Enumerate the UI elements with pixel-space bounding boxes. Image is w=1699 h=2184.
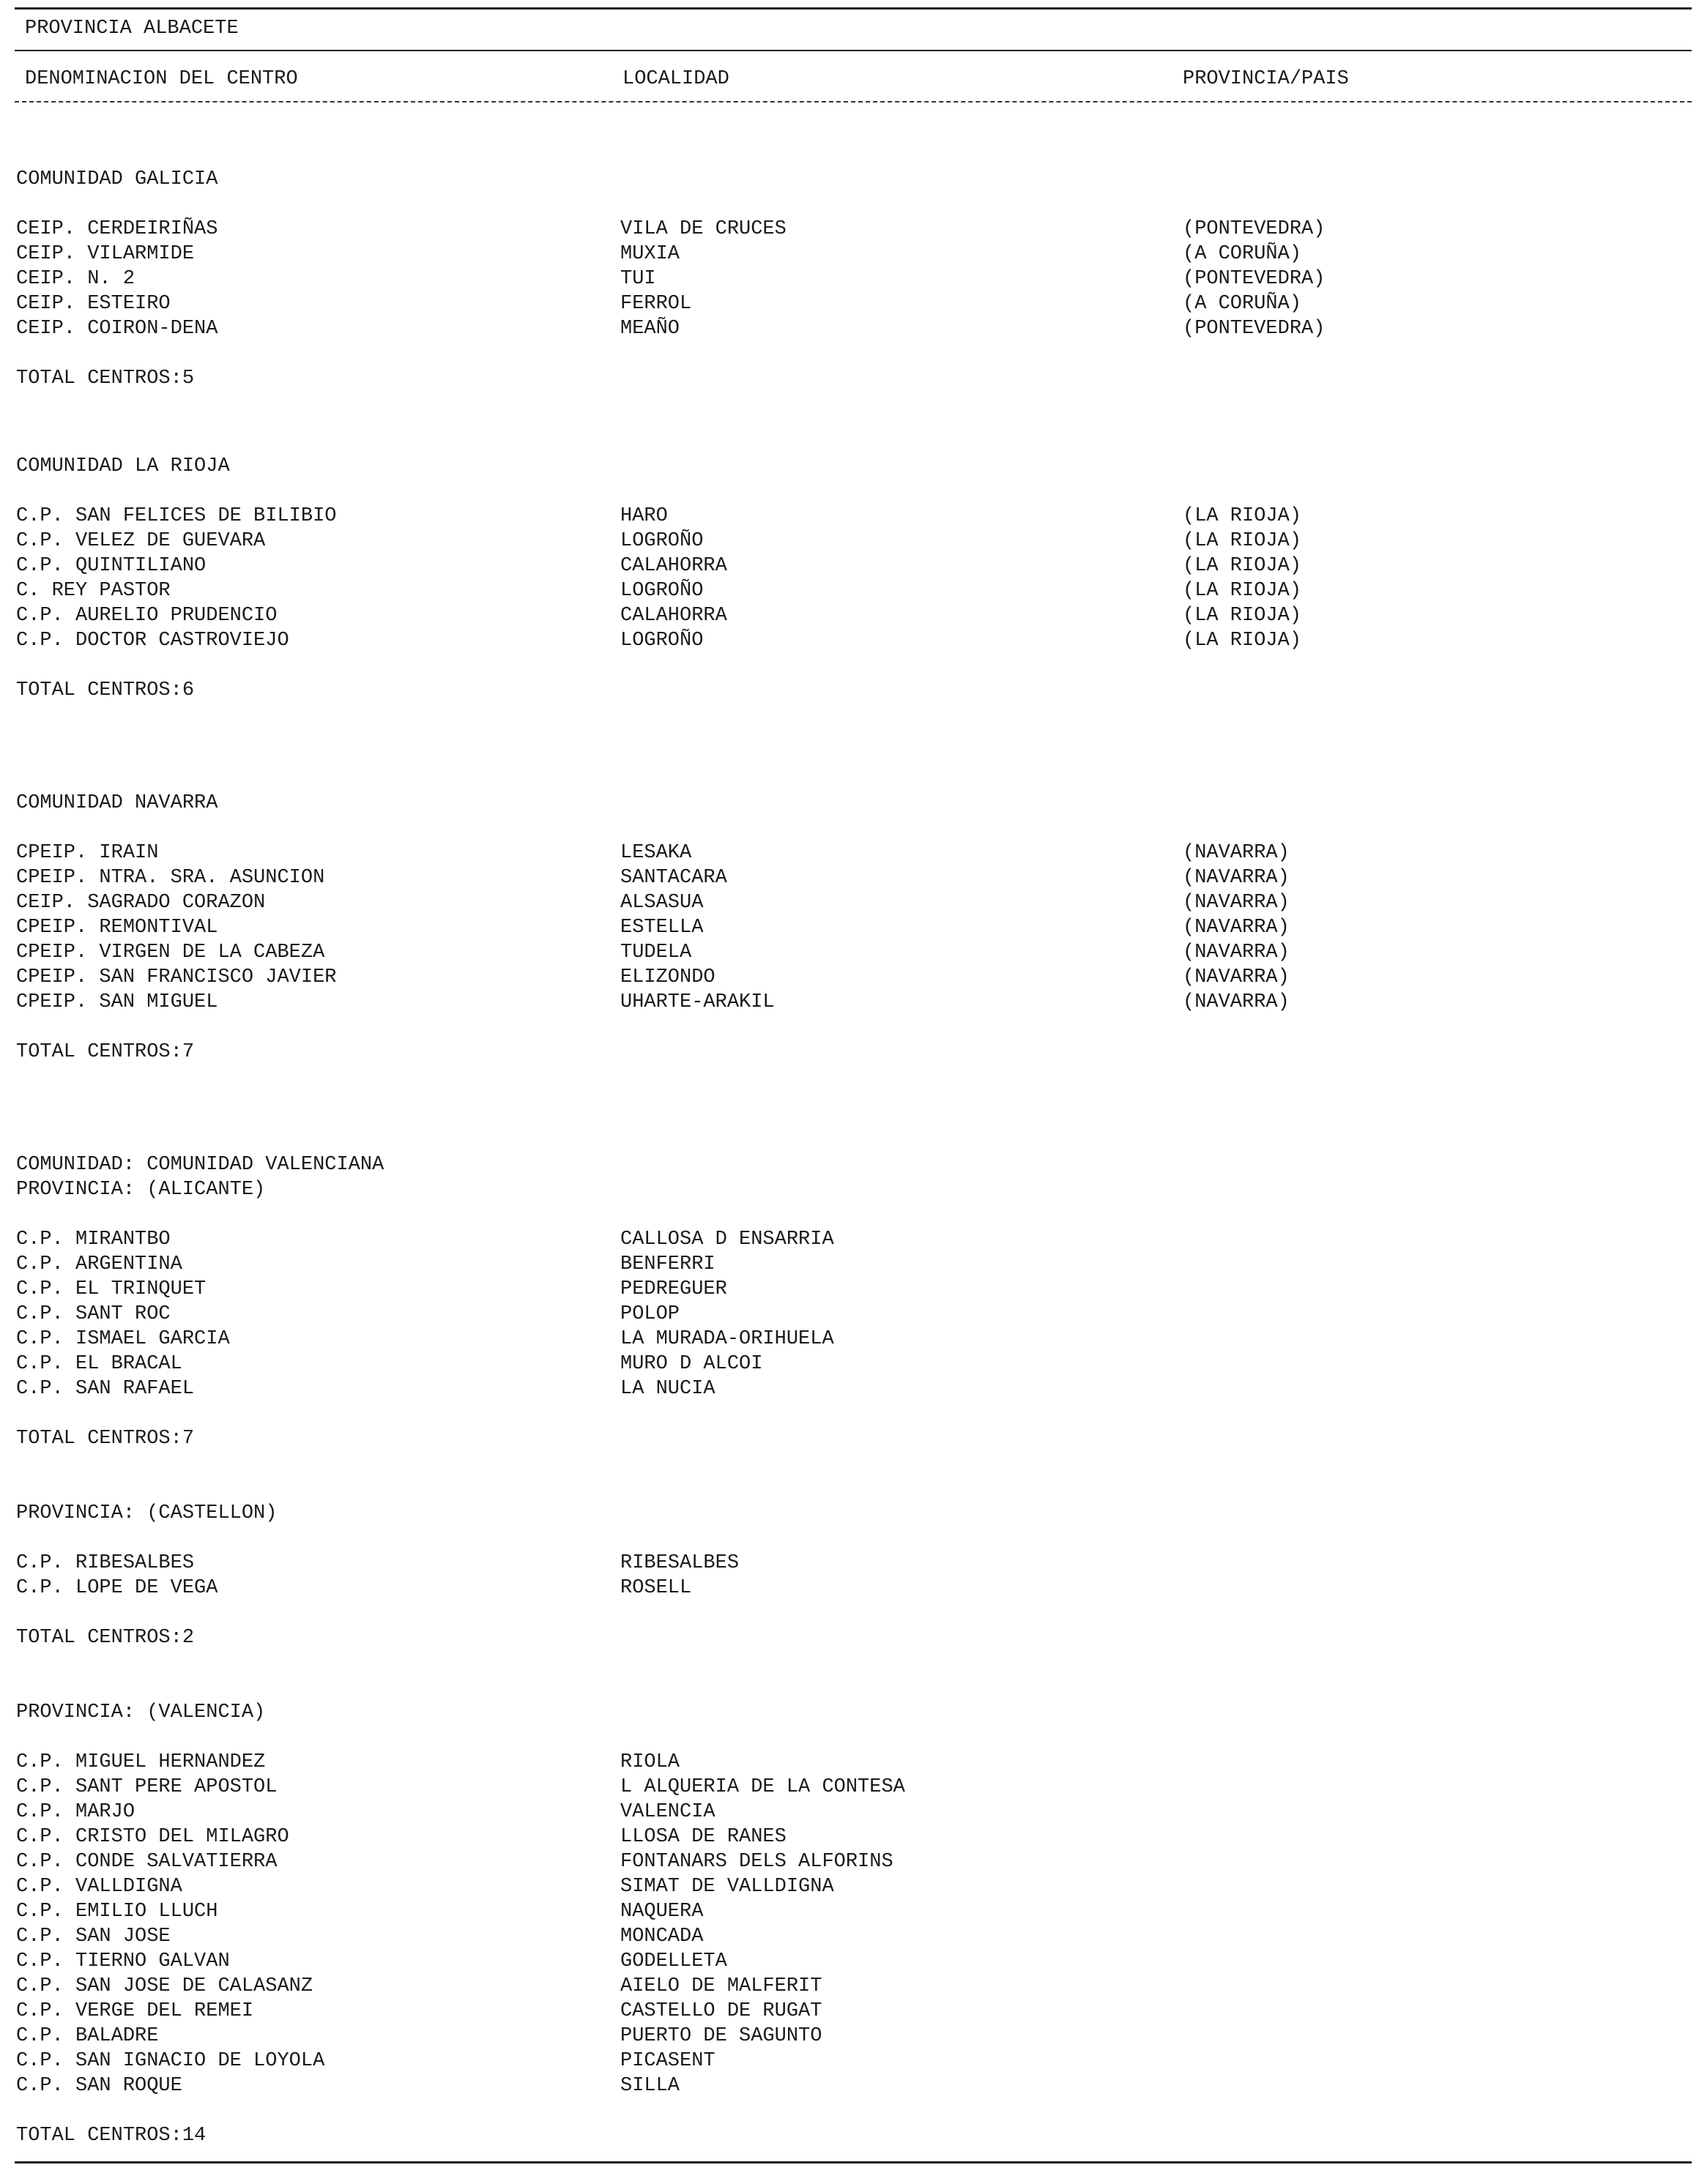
cell-centro: C.P. CRISTO DEL MILAGRO	[16, 1826, 289, 1848]
table-row	[16, 1576, 1686, 1600]
cell-localidad: SILLA	[620, 2075, 680, 2097]
cell-provincia: (NAVARRA)	[1183, 842, 1290, 864]
cell-centro: CPEIP. REMONTIVAL	[16, 917, 218, 939]
cell-centro: C.P. DOCTOR CASTROVIEJO	[16, 630, 289, 652]
cell-centro: CEIP. N. 2	[16, 268, 135, 290]
cell-centro: C.P. ISMAEL GARCIA	[16, 1328, 230, 1350]
cell-centro: C.P. EMILIO LLUCH	[16, 1901, 218, 1923]
cell-localidad: ESTELLA	[620, 917, 704, 939]
table-row	[16, 554, 1686, 578]
cell-centro: CEIP. CERDEIRIÑAS	[16, 218, 218, 240]
cell-centro: C.P. QUINTILIANO	[16, 555, 207, 577]
cell-centro: C.P. AURELIO PRUDENCIO	[16, 605, 278, 627]
column-header-localidad: LOCALIDAD	[622, 68, 729, 90]
cell-centro: C.P. EL BRACAL	[16, 1353, 182, 1375]
cell-centro: C.P. SANT PERE APOSTOL	[16, 1776, 278, 1798]
group-total: TOTAL CENTROS:14	[16, 2125, 207, 2147]
table-row	[16, 1974, 1686, 1999]
cell-centro: CPEIP. NTRA. SRA. ASUNCION	[16, 867, 325, 889]
group-title: COMUNIDAD GALICIA	[16, 168, 218, 190]
cell-localidad: LESAKA	[620, 842, 692, 864]
cell-localidad: ELIZONDO	[620, 966, 715, 988]
cell-provincia: (A CORUÑA)	[1183, 243, 1302, 265]
table-row	[16, 504, 1686, 529]
cell-localidad: LOGROÑO	[620, 630, 704, 652]
cell-provincia: (PONTEVEDRA)	[1183, 218, 1326, 240]
cell-localidad: CALAHORRA	[620, 605, 727, 627]
table-row	[16, 1949, 1686, 1974]
cell-provincia: (LA RIOJA)	[1183, 580, 1302, 602]
cell-centro: C.P. SAN IGNACIO DE LOYOLA	[16, 2050, 325, 2072]
table-row	[16, 2073, 1686, 2098]
cell-provincia: (NAVARRA)	[1183, 892, 1290, 914]
cell-provincia: (NAVARRA)	[1183, 991, 1290, 1013]
top-rule	[15, 7, 1692, 10]
table-row	[16, 242, 1686, 267]
group-total: TOTAL CENTROS:7	[16, 1041, 195, 1063]
table-row	[16, 1327, 1686, 1352]
cell-localidad: LA MURADA-ORIHUELA	[620, 1328, 834, 1350]
table-row	[16, 841, 1686, 865]
table-row	[16, 1750, 1686, 1775]
table-row	[16, 1302, 1686, 1327]
cell-centro: CPEIP. SAN MIGUEL	[16, 991, 218, 1013]
table-row	[16, 1775, 1686, 1800]
table-row	[16, 1825, 1686, 1849]
cell-centro: C.P. ARGENTINA	[16, 1253, 182, 1275]
cell-centro: CPEIP. SAN FRANCISCO JAVIER	[16, 966, 337, 988]
cell-localidad: CALLOSA D ENSARRIA	[620, 1229, 834, 1251]
cell-localidad: HARO	[620, 505, 668, 527]
cell-localidad: TUI	[620, 268, 656, 290]
table-row	[16, 1874, 1686, 1899]
cell-localidad: ALSASUA	[620, 892, 704, 914]
cell-centro: C.P. CONDE SALVATIERRA	[16, 1851, 278, 1873]
cell-centro: C.P. VELEZ DE GUEVARA	[16, 530, 266, 552]
table-row	[16, 529, 1686, 554]
cell-localidad: AIELO DE MALFERIT	[620, 1975, 822, 1997]
cell-centro: C. REY PASTOR	[16, 580, 171, 602]
table-row	[16, 578, 1686, 603]
cell-localidad: SIMAT DE VALLDIGNA	[620, 1876, 834, 1898]
column-header-dashed-rule	[15, 101, 1692, 103]
cell-provincia: (LA RIOJA)	[1183, 630, 1302, 652]
group-total: TOTAL CENTROS:5	[16, 368, 195, 390]
table-row	[16, 915, 1686, 940]
table-row	[16, 2024, 1686, 2049]
comunidad-title: COMUNIDAD: COMUNIDAD VALENCIANA	[16, 1154, 384, 1176]
cell-localidad: LOGROÑO	[620, 580, 704, 602]
cell-provincia: (LA RIOJA)	[1183, 505, 1302, 527]
cell-localidad: MONCADA	[620, 1926, 704, 1948]
cell-centro: C.P. LOPE DE VEGA	[16, 1577, 218, 1599]
group-total: TOTAL CENTROS:2	[16, 1627, 195, 1649]
bottom-rule	[15, 2161, 1692, 2163]
table-row	[16, 990, 1686, 1015]
cell-localidad: SANTACARA	[620, 867, 727, 889]
cell-localidad: RIOLA	[620, 1751, 680, 1773]
cell-centro: C.P. RIBESALBES	[16, 1552, 195, 1574]
table-row	[16, 217, 1686, 242]
cell-centro: C.P. SANT ROC	[16, 1303, 171, 1325]
cell-centro: CEIP. VILARMIDE	[16, 243, 195, 265]
cell-localidad: FERROL	[620, 293, 692, 315]
group-title: COMUNIDAD NAVARRA	[16, 792, 218, 814]
cell-centro: C.P. MIGUEL HERNANDEZ	[16, 1751, 266, 1773]
table-row	[16, 1849, 1686, 1874]
table-row	[16, 628, 1686, 653]
cell-centro: C.P. SAN ROQUE	[16, 2075, 182, 2097]
table-row	[16, 965, 1686, 990]
cell-centro: CEIP. COIRON-DENA	[16, 318, 218, 340]
table-row	[16, 1277, 1686, 1302]
cell-centro: C.P. MIRANTBO	[16, 1229, 171, 1251]
group-title: COMUNIDAD LA RIOJA	[16, 455, 230, 477]
column-header-provincia: PROVINCIA/PAIS	[1183, 68, 1349, 90]
group-total: TOTAL CENTROS:7	[16, 1428, 195, 1450]
province-title: PROVINCIA: (VALENCIA)	[16, 1702, 266, 1723]
table-row	[16, 865, 1686, 890]
table-row	[16, 1924, 1686, 1949]
table-row	[16, 1352, 1686, 1376]
cell-centro: C.P. SAN RAFAEL	[16, 1378, 195, 1400]
cell-localidad: NAQUERA	[620, 1901, 704, 1923]
cell-localidad: MUXIA	[620, 243, 680, 265]
cell-centro: C.P. SAN FELICES DE BILIBIO	[16, 505, 337, 527]
cell-centro: CPEIP. IRAIN	[16, 842, 159, 864]
group-total: TOTAL CENTROS:6	[16, 679, 195, 701]
cell-provincia: (LA RIOJA)	[1183, 605, 1302, 627]
cell-localidad: L ALQUERIA DE LA CONTESA	[620, 1776, 905, 1798]
cell-centro: C.P. SAN JOSE DE CALASANZ	[16, 1975, 313, 1997]
table-row	[16, 1252, 1686, 1277]
cell-localidad: LA NUCIA	[620, 1378, 715, 1400]
cell-localidad: TUDELA	[620, 942, 692, 964]
groups-container	[16, 167, 1686, 2148]
cell-provincia: (A CORUÑA)	[1183, 293, 1302, 315]
cell-provincia: (LA RIOJA)	[1183, 530, 1302, 552]
table-row	[16, 267, 1686, 291]
cell-centro: C.P. MARJO	[16, 1801, 135, 1823]
table-row	[16, 1227, 1686, 1252]
cell-centro: C.P. BALADRE	[16, 2025, 159, 2047]
table-row	[16, 1800, 1686, 1825]
cell-localidad: PICASENT	[620, 2050, 715, 2072]
cell-provincia: (NAVARRA)	[1183, 942, 1290, 964]
cell-localidad: FONTANARS DELS ALFORINS	[620, 1851, 893, 1873]
cell-provincia: (PONTEVEDRA)	[1183, 268, 1326, 290]
cell-provincia: (NAVARRA)	[1183, 867, 1290, 889]
province-title: PROVINCIA: (CASTELLON)	[16, 1502, 278, 1524]
cell-localidad: RIBESALBES	[620, 1552, 740, 1574]
table-row	[16, 1551, 1686, 1576]
cell-provincia: (PONTEVEDRA)	[1183, 318, 1326, 340]
page-title: PROVINCIA ALBACETE	[25, 18, 239, 40]
cell-centro: C.P. SAN JOSE	[16, 1926, 171, 1948]
cell-localidad: CALAHORRA	[620, 555, 727, 577]
cell-localidad: VILA DE CRUCES	[620, 218, 787, 240]
column-header-centro: DENOMINACION DEL CENTRO	[25, 68, 298, 90]
cell-centro: C.P. TIERNO GALVAN	[16, 1950, 230, 1972]
cell-centro: C.P. VERGE DEL REMEI	[16, 2000, 254, 2022]
cell-localidad: CASTELLO DE RUGAT	[620, 2000, 822, 2022]
province-title: PROVINCIA: (ALICANTE)	[16, 1179, 266, 1201]
cell-localidad: UHARTE-ARAKIL	[620, 991, 775, 1013]
cell-centro: C.P. EL TRINQUET	[16, 1278, 207, 1300]
cell-localidad: PEDREGUER	[620, 1278, 727, 1300]
table-row	[16, 316, 1686, 341]
table-row	[16, 1376, 1686, 1401]
cell-centro: CPEIP. VIRGEN DE LA CABEZA	[16, 942, 325, 964]
cell-localidad: BENFERRI	[620, 1253, 715, 1275]
table-row	[16, 2049, 1686, 2073]
cell-localidad: LLOSA DE RANES	[620, 1826, 787, 1848]
cell-localidad: ROSELL	[620, 1577, 692, 1599]
table-row	[16, 1999, 1686, 2024]
cell-localidad: LOGROÑO	[620, 530, 704, 552]
cell-provincia: (NAVARRA)	[1183, 917, 1290, 939]
cell-localidad: GODELLETA	[620, 1950, 727, 1972]
cell-localidad: PUERTO DE SAGUNTO	[620, 2025, 822, 2047]
cell-localidad: MEAÑO	[620, 318, 680, 340]
table-row	[16, 890, 1686, 915]
cell-centro: C.P. VALLDIGNA	[16, 1876, 182, 1898]
table-row	[16, 291, 1686, 316]
table-row	[16, 1899, 1686, 1924]
cell-centro: CEIP. SAGRADO CORAZON	[16, 892, 266, 914]
cell-centro: CEIP. ESTEIRO	[16, 293, 171, 315]
cell-provincia: (LA RIOJA)	[1183, 555, 1302, 577]
table-row	[16, 940, 1686, 965]
cell-localidad: VALENCIA	[620, 1801, 715, 1823]
table-row	[16, 603, 1686, 628]
cell-localidad: MURO D ALCOI	[620, 1353, 763, 1375]
header-rule	[15, 50, 1692, 51]
cell-localidad: POLOP	[620, 1303, 680, 1325]
cell-provincia: (NAVARRA)	[1183, 966, 1290, 988]
